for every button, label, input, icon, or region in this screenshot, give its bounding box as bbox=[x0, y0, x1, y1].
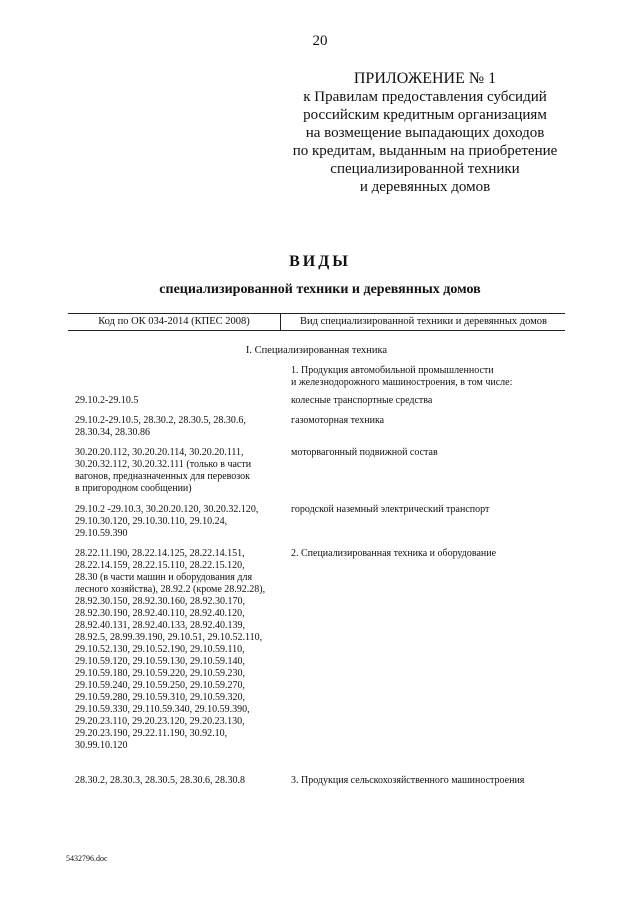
code-line: 28.92.40.131, 28.92.40.133, 28.92.40.139, bbox=[75, 620, 245, 631]
appendix-line: и деревянных домов bbox=[359, 179, 491, 195]
code-line: 29.10.59.390 bbox=[75, 528, 128, 539]
section-heading: I. Специализированная техника bbox=[245, 345, 388, 356]
row-code bbox=[75, 775, 245, 787]
code-line: 30.99.10.120 bbox=[75, 740, 128, 751]
kind-line: и железнодорожного машиностроения, в том числе: bbox=[291, 377, 513, 388]
appendix-line: специализированной техники bbox=[330, 161, 520, 177]
row-kind bbox=[291, 395, 432, 407]
appendix-line: по кредитам, выданным на приобретение bbox=[292, 143, 558, 159]
kind-line: городской наземный электрический транспорт bbox=[291, 504, 490, 515]
row-code bbox=[75, 395, 138, 407]
code-line: лесного хозяйства), 28.92.2 (кроме 28.92.28), bbox=[75, 584, 266, 595]
code-line: 29.20.23.190, 29.22.11.190, 30.92.10, bbox=[75, 728, 228, 739]
code-line: 29.10.59.280, 29.10.59.310, 29.10.59.320, bbox=[75, 692, 245, 703]
kind-line: колесные транспортные средства bbox=[291, 395, 433, 406]
appendix-line: к Правилам предоставления субсидий bbox=[303, 89, 547, 105]
code-line: 29.10.59.330, 29.110.59.340, 29.10.59.390, bbox=[75, 704, 250, 715]
code-line: 29.20.23.110, 29.20.23.120, 29.20.23.130, bbox=[75, 716, 245, 727]
row-kind bbox=[291, 775, 524, 787]
appendix-line: российским кредитным организациям bbox=[303, 107, 547, 123]
code-line: 28.22.11.190, 28.22.14.125, 28.22.14.151, bbox=[75, 548, 245, 559]
appendix-line: на возмещение выпадающих доходов bbox=[305, 125, 545, 141]
kind-line: 2. Специализированная техника и оборудование bbox=[291, 548, 497, 559]
footer-doc-id: 5432796.doc bbox=[66, 854, 108, 863]
document-subtitle: специализированной техники и деревянных домов bbox=[159, 282, 481, 297]
code-line: 28.92.30.150, 28.92.30.160, 28.92.30.170, bbox=[75, 596, 245, 607]
code-line: 29.10.59.180, 29.10.59.220, 29.10.59.230, bbox=[75, 668, 245, 679]
page-number: 20 bbox=[312, 33, 328, 49]
row-code bbox=[75, 548, 265, 752]
code-line: 30.20.32.112, 30.20.32.111 (только в части bbox=[75, 459, 252, 470]
row-kind bbox=[291, 548, 496, 560]
kind-line: газомоторная техника bbox=[291, 415, 385, 426]
row-kind bbox=[291, 447, 438, 459]
kind-line: 3. Продукция сельскохозяйственного машиностроения bbox=[291, 775, 525, 786]
code-line: в пригородном сообщении) bbox=[75, 483, 192, 494]
code-line: 29.10.2 -29.10.3, 30.20.20.120, 30.20.32.120, bbox=[75, 504, 259, 515]
kind-line: моторвагонный подвижной состав bbox=[291, 447, 438, 458]
code-line: 28.92.30.190, 28.92.40.110, 28.92.40.120, bbox=[75, 608, 245, 619]
header-kind-column: Вид специализированной техники и деревянных домов bbox=[280, 314, 566, 330]
code-line: 28.22.14.159, 28.22.15.110, 28.22.15.120, bbox=[75, 560, 245, 571]
row-code bbox=[75, 447, 251, 495]
code-line: 30.20.20.112, 30.20.20.114, 30.20.20.111, bbox=[75, 447, 244, 458]
row-kind bbox=[291, 365, 512, 389]
row-kind bbox=[291, 415, 384, 427]
appendix-block bbox=[280, 70, 570, 196]
row-code bbox=[75, 504, 258, 540]
row-kind bbox=[291, 504, 489, 516]
code-line: 28.30 (в части машин и оборудования для bbox=[75, 572, 253, 583]
code-line: 29.10.52.130, 29.10.52.190, 29.10.59.110, bbox=[75, 644, 245, 655]
code-line: 28.92.5, 28.99.39.190, 29.10.51, 29.10.52.110, bbox=[75, 632, 263, 643]
table-header bbox=[68, 313, 565, 331]
code-line: 28.30.2, 28.30.3, 28.30.5, 28.30.6, 28.30.8 bbox=[75, 775, 245, 786]
code-line: 28.30.34, 28.30.86 bbox=[75, 427, 150, 438]
appendix-title: ПРИЛОЖЕНИЕ № 1 bbox=[353, 70, 497, 87]
code-line: 29.10.59.120, 29.10.59.130, 29.10.59.140, bbox=[75, 656, 245, 667]
row-code bbox=[75, 415, 246, 439]
header-code-column: Код по ОК 034-2014 (КПЕС 2008) bbox=[98, 316, 250, 327]
code-line: 29.10.2-29.10.5 bbox=[75, 395, 139, 406]
document-title: ВИДЫ bbox=[289, 253, 351, 270]
kind-line: 1. Продукция автомобильной промышленности bbox=[291, 365, 494, 376]
code-line: вагонов, предназначенных для перевозок bbox=[75, 471, 251, 482]
code-line: 29.10.59.240, 29.10.59.250, 29.10.59.270, bbox=[75, 680, 245, 691]
code-line: 29.10.30.120, 29.10.30.110, 29.10.24, bbox=[75, 516, 228, 527]
code-line: 29.10.2-29.10.5, 28.30.2, 28.30.5, 28.30.6, bbox=[75, 415, 246, 426]
